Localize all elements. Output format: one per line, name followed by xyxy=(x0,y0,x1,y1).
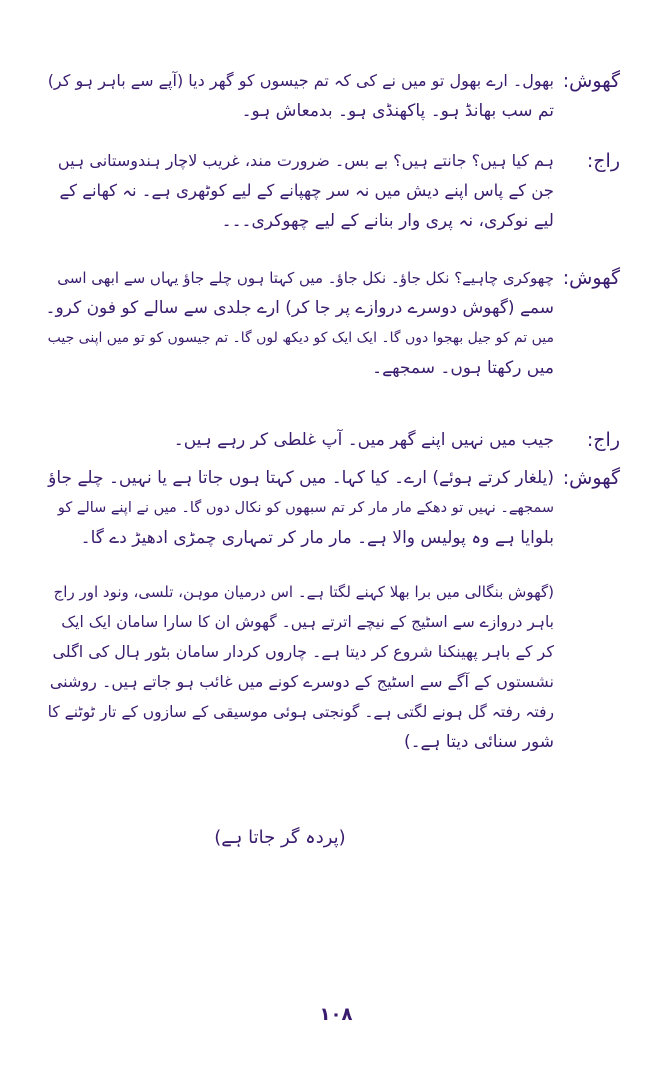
speech-line: (یلغار کرتے ہوئے) ارے۔ کیا کہا۔ میں کہتا ہوں جاتا ہے یا نہیں۔ چلے جاؤ xyxy=(48,468,554,488)
speech-line: ہم کیا ہیں؟ جانتے ہیں؟ بے بس۔ ضرورت مند، غریب لاچار ہندوستانی ہیں xyxy=(57,151,554,170)
speech-line: سمے (گھوش دوسرے دروازے پر جا کر) ارے جلدی سے سالے کو فون کرو۔ xyxy=(45,298,554,318)
speech-line: بلوایا ہے وہ پولیس والا ہے۔ مار مار کر تمہاری چمڑی ادھیڑ دے گا۔ xyxy=(80,528,554,548)
speech-line: تم سب بھانڈ ہو۔ پاکھنڈی ہو۔ بدمعاش ہو۔ xyxy=(241,101,554,121)
speaker-label: گھوش: xyxy=(562,467,620,489)
speech-text xyxy=(46,263,554,383)
curtain-line: (پردہ گر جاتا ہے) xyxy=(214,827,346,848)
stage-direction-line: (گھوش بنگالی میں برا بھلا کہنے لگتا ہے۔ اس درمیان موہن، تلسی، ونود اور راج xyxy=(53,583,554,601)
stage-direction-line: نشستوں کے آگے سے اسٹیج کے دوسرے کونے میں غائب ہو جاتے ہیں۔ روشنی xyxy=(49,672,554,691)
speech-text xyxy=(46,425,554,455)
stage-direction-line: باہر دروازے سے اسٹیج کے نیچے اترتے ہیں۔ گھوش ان کا سارا سامان ایک ایک xyxy=(61,613,554,631)
page-number: ۱۰۸ xyxy=(319,1004,353,1025)
speaker-label: راج: xyxy=(586,429,620,451)
speech-text xyxy=(46,66,554,126)
stage-direction-line: رفتہ رفتہ گل ہونے لگتی ہے۔ گونجتی ہوئی موسیقی کے سازوں کے تار ٹوٹنے کا xyxy=(47,703,554,721)
speech-line: میں رکھتا ہوں۔ سمجھے۔ xyxy=(372,358,554,378)
speech-line: سمجھے۔ نہیں تو دھکے مار مار کر تم سبھوں کو نکال دوں گا۔ میں نے اپنے سالے کو xyxy=(57,500,554,516)
speaker-label: گھوش: xyxy=(562,70,620,92)
speaker-label: راج: xyxy=(586,150,620,172)
stage-direction-line: شور سنائی دیتا ہے۔) xyxy=(403,732,554,752)
speaker-label: گھوش: xyxy=(562,267,620,289)
speech-line: چھوکری چاہیے؟ نکل جاؤ۔ نکل جاؤ۔ میں کہتا ہوں چلے جاؤ یہاں سے ابھی اسی xyxy=(57,269,554,287)
speech-line: جن کے پاس اپنے دیش میں نہ سر چھپانے کے لیے کوٹھری ہے۔ نہ کھانے کے xyxy=(59,181,554,200)
speech-line: لیے نوکری، نہ پری وار بنانے کے لیے چھوکری۔۔۔ xyxy=(221,211,554,231)
speech-line: جیب میں نہیں اپنے گھر میں۔ آپ غلطی کر رہے ہیں۔ xyxy=(173,430,554,450)
speech-text xyxy=(46,463,554,553)
speech-line: بھول۔ ارے بھول تو میں نے کی کہ تم جیسوں کو گھر دیا (آپے سے باہر ہو کر) xyxy=(47,71,554,90)
stage-direction xyxy=(46,577,554,757)
speech-line: میں تم کو جیل بھجوا دوں گا۔ ایک ایک کو دیکھ لوں گا۔ تم جیسوں کو تو میں اپنی جیب xyxy=(47,330,554,346)
speech-text xyxy=(46,146,554,236)
stage-direction-line: کر کے باہر پھینکنا شروع کر دیتا ہے۔ چاروں کردار سامان بٹور ہال کی اگلی xyxy=(52,642,554,661)
